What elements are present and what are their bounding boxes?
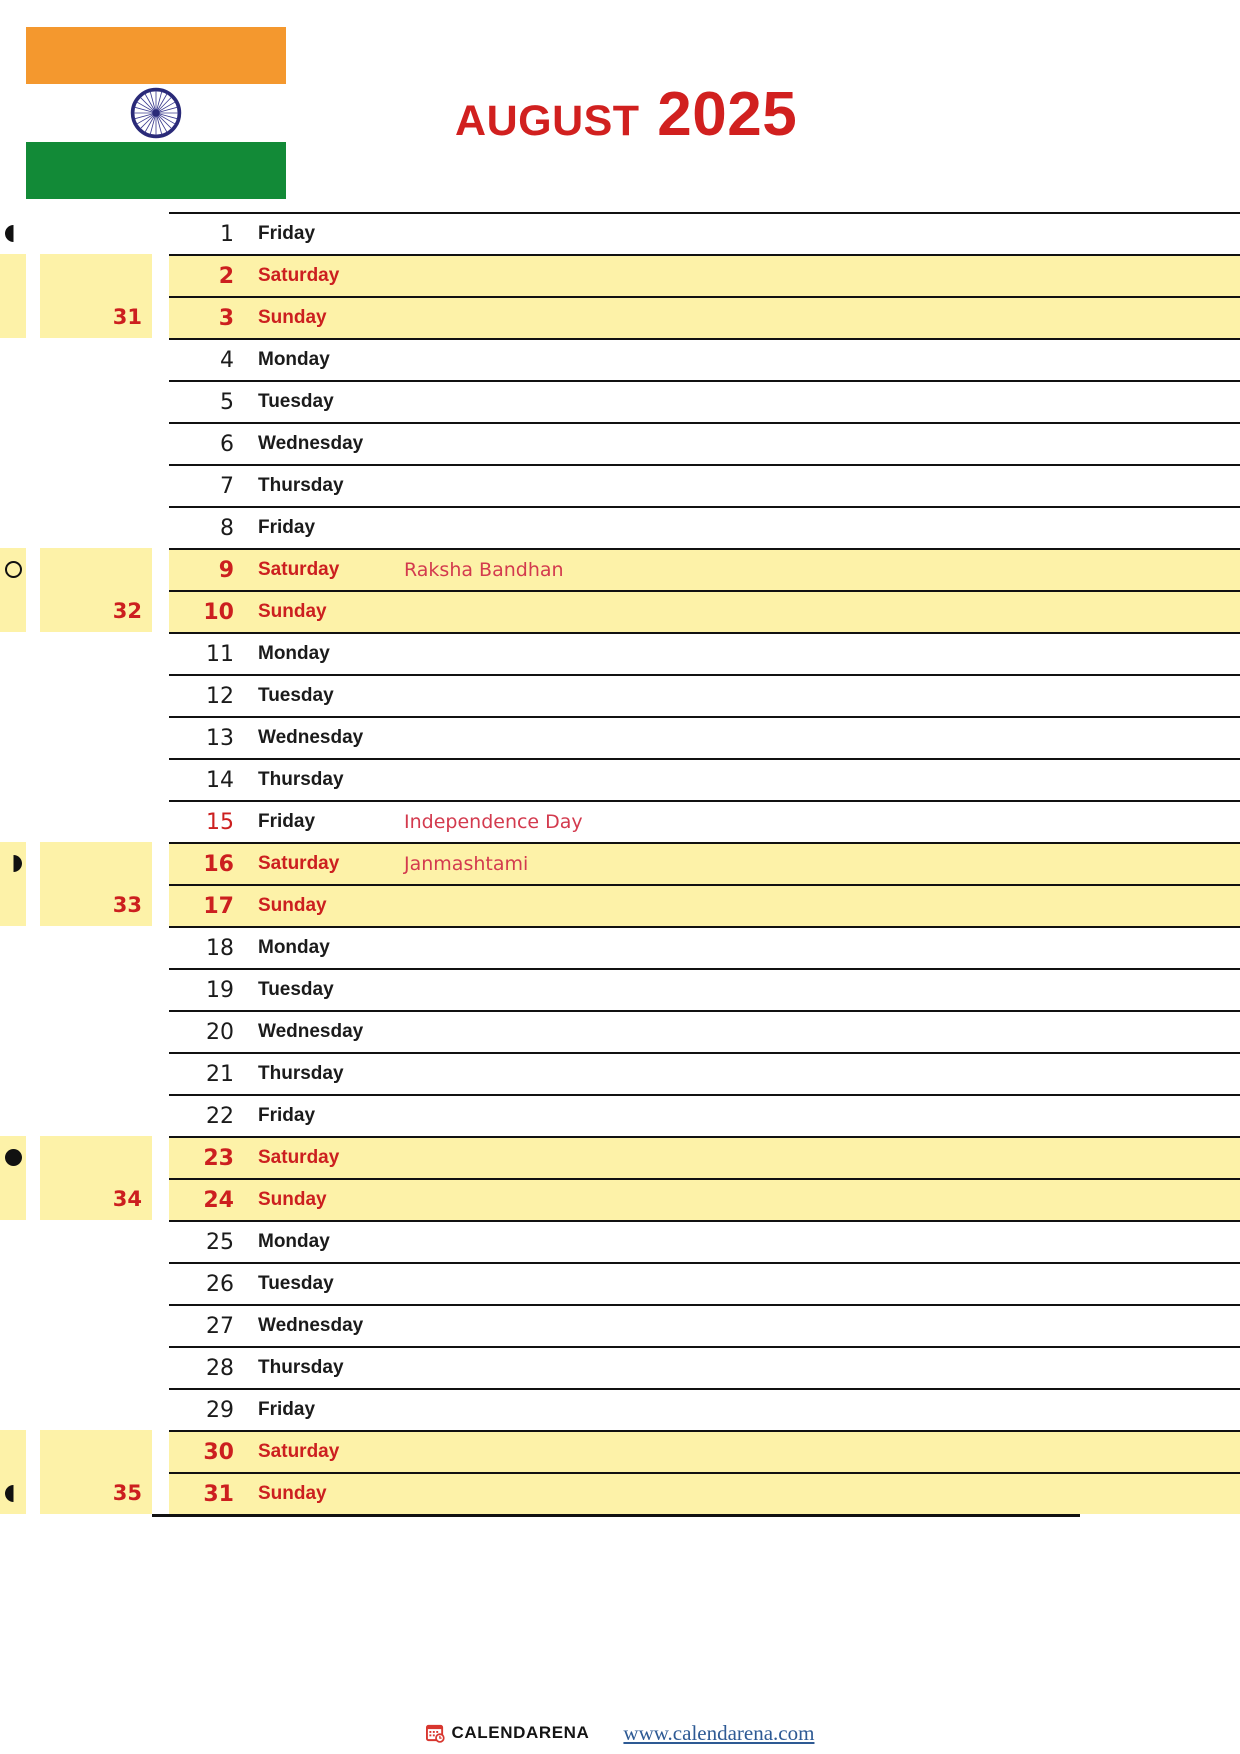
week-number — [40, 254, 152, 296]
event-label — [390, 1094, 1240, 1136]
calendar-table — [0, 212, 1240, 1514]
weekday-name: Thursday — [244, 464, 390, 506]
table-row — [0, 1346, 1240, 1388]
moon-phase-cell — [0, 800, 26, 842]
table-row — [0, 632, 1240, 674]
moon-phase-cell — [0, 632, 26, 674]
week-number — [40, 380, 152, 422]
column-gap — [152, 380, 169, 422]
table-row — [0, 1052, 1240, 1094]
new-moon-icon — [5, 561, 22, 578]
day-number: 14 — [169, 758, 244, 800]
moon-column-spacer — [26, 338, 40, 380]
day-number: 30 — [169, 1430, 244, 1472]
table-row — [0, 548, 1240, 590]
moon-column-spacer — [26, 506, 40, 548]
moon-phase-cell — [0, 842, 26, 884]
event-label: Janmashtami — [390, 842, 1240, 884]
table-row — [0, 1388, 1240, 1430]
week-number — [40, 338, 152, 380]
weekday-name: Friday — [244, 1388, 390, 1430]
table-row — [0, 1094, 1240, 1136]
day-number: 23 — [169, 1136, 244, 1178]
event-label: Raksha Bandhan — [390, 548, 1240, 590]
day-number: 5 — [169, 380, 244, 422]
table-row — [0, 758, 1240, 800]
week-number — [40, 842, 152, 884]
event-label — [390, 1136, 1240, 1178]
moon-phase-cell — [0, 1472, 26, 1514]
day-number: 1 — [169, 212, 244, 254]
day-number: 17 — [169, 884, 244, 926]
week-number: 34 — [40, 1178, 152, 1220]
event-label — [390, 422, 1240, 464]
column-gap — [152, 1178, 169, 1220]
week-number: 33 — [40, 884, 152, 926]
event-label — [390, 590, 1240, 632]
table-row — [0, 884, 1240, 926]
day-number: 25 — [169, 1220, 244, 1262]
column-gap — [152, 506, 169, 548]
day-number: 12 — [169, 674, 244, 716]
day-number: 3 — [169, 296, 244, 338]
event-label — [390, 380, 1240, 422]
moon-column-spacer — [26, 1052, 40, 1094]
day-number: 18 — [169, 926, 244, 968]
event-label — [390, 1010, 1240, 1052]
event-label — [390, 926, 1240, 968]
table-row — [0, 1136, 1240, 1178]
page-footer — [0, 1712, 1240, 1754]
weekday-name: Tuesday — [244, 674, 390, 716]
moon-column-spacer — [26, 464, 40, 506]
event-label — [390, 338, 1240, 380]
event-label — [390, 968, 1240, 1010]
moon-column-spacer — [26, 842, 40, 884]
week-number — [40, 968, 152, 1010]
moon-column-spacer — [26, 590, 40, 632]
weekday-name: Friday — [244, 506, 390, 548]
week-number — [40, 1052, 152, 1094]
column-gap — [152, 464, 169, 506]
day-number: 10 — [169, 590, 244, 632]
day-number: 21 — [169, 1052, 244, 1094]
moon-phase-cell — [0, 1220, 26, 1262]
moon-column-spacer — [26, 1304, 40, 1346]
column-gap — [152, 548, 169, 590]
moon-column-spacer — [26, 884, 40, 926]
moon-phase-cell — [0, 1430, 26, 1472]
table-row — [0, 1178, 1240, 1220]
moon-phase-cell — [0, 1346, 26, 1388]
event-label — [390, 1220, 1240, 1262]
table-row — [0, 1472, 1240, 1514]
table-row — [0, 464, 1240, 506]
moon-column-spacer — [26, 1472, 40, 1514]
table-row — [0, 296, 1240, 338]
weekday-name: Saturday — [244, 1136, 390, 1178]
table-row — [0, 800, 1240, 842]
page-header — [0, 0, 1240, 212]
moon-column-spacer — [26, 800, 40, 842]
day-number: 22 — [169, 1094, 244, 1136]
week-number — [40, 1010, 152, 1052]
day-number: 29 — [169, 1388, 244, 1430]
week-number — [40, 1262, 152, 1304]
column-gap — [152, 1472, 169, 1514]
week-number: 32 — [40, 590, 152, 632]
column-gap — [152, 254, 169, 296]
event-label — [390, 212, 1240, 254]
moon-phase-cell — [0, 1304, 26, 1346]
table-row — [0, 590, 1240, 632]
moon-phase-cell — [0, 338, 26, 380]
week-number — [40, 1346, 152, 1388]
weekday-name: Wednesday — [244, 422, 390, 464]
column-gap — [152, 338, 169, 380]
column-gap — [152, 1304, 169, 1346]
moon-column-spacer — [26, 1346, 40, 1388]
moon-phase-cell — [0, 1178, 26, 1220]
column-gap — [152, 1010, 169, 1052]
moon-column-spacer — [26, 632, 40, 674]
day-number: 19 — [169, 968, 244, 1010]
day-number: 9 — [169, 548, 244, 590]
table-row — [0, 380, 1240, 422]
day-number: 7 — [169, 464, 244, 506]
moon-phase-cell — [0, 1052, 26, 1094]
flag-saffron-band — [26, 27, 286, 84]
table-row — [0, 1304, 1240, 1346]
event-label — [390, 1388, 1240, 1430]
column-gap — [152, 1346, 169, 1388]
event-label — [390, 296, 1240, 338]
column-gap — [152, 758, 169, 800]
first-quarter-moon-icon — [5, 1485, 22, 1502]
weekday-name: Wednesday — [244, 716, 390, 758]
weekday-name: Thursday — [244, 758, 390, 800]
event-label — [390, 506, 1240, 548]
full-moon-icon — [5, 1149, 22, 1166]
moon-column-spacer — [26, 674, 40, 716]
moon-phase-cell — [0, 1010, 26, 1052]
calendar-icon — [426, 1723, 445, 1743]
event-label — [390, 1304, 1240, 1346]
weekday-name: Thursday — [244, 1052, 390, 1094]
table-row — [0, 1220, 1240, 1262]
moon-phase-cell — [0, 212, 26, 254]
moon-phase-cell — [0, 1262, 26, 1304]
column-gap — [152, 1262, 169, 1304]
week-number — [40, 464, 152, 506]
column-gap — [152, 800, 169, 842]
last-quarter-moon-icon — [5, 855, 22, 872]
week-number: 31 — [40, 296, 152, 338]
moon-phase-cell — [0, 758, 26, 800]
column-gap — [152, 926, 169, 968]
moon-phase-cell — [0, 968, 26, 1010]
moon-column-spacer — [26, 1388, 40, 1430]
event-label — [390, 674, 1240, 716]
week-number — [40, 758, 152, 800]
table-bottom-rule — [152, 1514, 1080, 1517]
table-row — [0, 1430, 1240, 1472]
week-number: 35 — [40, 1472, 152, 1514]
event-label — [390, 632, 1240, 674]
week-number — [40, 212, 152, 254]
moon-column-spacer — [26, 1094, 40, 1136]
weekday-name: Saturday — [244, 842, 390, 884]
week-number — [40, 1430, 152, 1472]
moon-column-spacer — [26, 1430, 40, 1472]
weekday-name: Wednesday — [244, 1304, 390, 1346]
column-gap — [152, 1094, 169, 1136]
column-gap — [152, 212, 169, 254]
weekday-name: Thursday — [244, 1346, 390, 1388]
moon-column-spacer — [26, 422, 40, 464]
day-number: 11 — [169, 632, 244, 674]
moon-phase-cell — [0, 590, 26, 632]
moon-phase-cell — [0, 296, 26, 338]
week-number — [40, 632, 152, 674]
moon-phase-cell — [0, 464, 26, 506]
day-number: 28 — [169, 1346, 244, 1388]
india-flag — [26, 27, 286, 199]
weekday-name: Monday — [244, 926, 390, 968]
weekday-name: Tuesday — [244, 968, 390, 1010]
moon-column-spacer — [26, 968, 40, 1010]
column-gap — [152, 296, 169, 338]
column-gap — [152, 1388, 169, 1430]
event-label — [390, 1262, 1240, 1304]
day-number: 8 — [169, 506, 244, 548]
day-number: 4 — [169, 338, 244, 380]
day-number: 6 — [169, 422, 244, 464]
table-row — [0, 1262, 1240, 1304]
event-label — [390, 1430, 1240, 1472]
week-number — [40, 506, 152, 548]
column-gap — [152, 422, 169, 464]
weekday-name: Tuesday — [244, 380, 390, 422]
week-number — [40, 422, 152, 464]
table-row — [0, 1010, 1240, 1052]
first-quarter-moon-icon — [5, 225, 22, 242]
table-row — [0, 716, 1240, 758]
moon-phase-cell — [0, 716, 26, 758]
event-label: Independence Day — [390, 800, 1240, 842]
weekday-name: Saturday — [244, 1430, 390, 1472]
moon-phase-cell — [0, 1388, 26, 1430]
weekday-name: Friday — [244, 800, 390, 842]
table-row — [0, 926, 1240, 968]
moon-phase-cell — [0, 674, 26, 716]
week-number — [40, 1304, 152, 1346]
table-row — [0, 422, 1240, 464]
column-gap — [152, 1220, 169, 1262]
weekday-name: Saturday — [244, 548, 390, 590]
moon-phase-cell — [0, 1136, 26, 1178]
weekday-name: Saturday — [244, 254, 390, 296]
table-row — [0, 338, 1240, 380]
column-gap — [152, 1136, 169, 1178]
day-number: 13 — [169, 716, 244, 758]
moon-phase-cell — [0, 1094, 26, 1136]
event-label — [390, 1178, 1240, 1220]
table-row — [0, 674, 1240, 716]
week-number — [40, 926, 152, 968]
day-number: 31 — [169, 1472, 244, 1514]
week-number — [40, 674, 152, 716]
day-number: 24 — [169, 1178, 244, 1220]
ashoka-chakra-icon — [130, 87, 182, 139]
table-row — [0, 212, 1240, 254]
event-label — [390, 758, 1240, 800]
table-row — [0, 968, 1240, 1010]
day-number: 15 — [169, 800, 244, 842]
column-gap — [152, 1052, 169, 1094]
event-label — [390, 254, 1240, 296]
moon-column-spacer — [26, 1178, 40, 1220]
table-row — [0, 506, 1240, 548]
moon-column-spacer — [26, 1262, 40, 1304]
page-title: august 2025 — [455, 80, 798, 149]
moon-column-spacer — [26, 758, 40, 800]
column-gap — [152, 632, 169, 674]
weekday-name: Monday — [244, 338, 390, 380]
day-number: 16 — [169, 842, 244, 884]
brand — [426, 1723, 590, 1743]
moon-phase-cell — [0, 506, 26, 548]
weekday-name: Tuesday — [244, 1262, 390, 1304]
flag-green-band — [26, 142, 286, 199]
weekday-name: Sunday — [244, 1472, 390, 1514]
weekday-name: Sunday — [244, 884, 390, 926]
event-label — [390, 884, 1240, 926]
moon-column-spacer — [26, 1010, 40, 1052]
moon-phase-cell — [0, 380, 26, 422]
column-gap — [152, 968, 169, 1010]
week-number — [40, 1094, 152, 1136]
column-gap — [152, 590, 169, 632]
day-number: 20 — [169, 1010, 244, 1052]
table-row — [0, 254, 1240, 296]
moon-column-spacer — [26, 254, 40, 296]
moon-column-spacer — [26, 212, 40, 254]
moon-column-spacer — [26, 380, 40, 422]
moon-phase-cell — [0, 422, 26, 464]
moon-column-spacer — [26, 296, 40, 338]
table-row — [0, 842, 1240, 884]
weekday-name: Sunday — [244, 590, 390, 632]
moon-phase-cell — [0, 548, 26, 590]
event-label — [390, 716, 1240, 758]
week-number — [40, 1136, 152, 1178]
weekday-name: Sunday — [244, 1178, 390, 1220]
event-label — [390, 464, 1240, 506]
weekday-name: Sunday — [244, 296, 390, 338]
moon-column-spacer — [26, 548, 40, 590]
column-gap — [152, 1430, 169, 1472]
column-gap — [152, 884, 169, 926]
moon-column-spacer — [26, 926, 40, 968]
day-number: 26 — [169, 1262, 244, 1304]
weekday-name: Wednesday — [244, 1010, 390, 1052]
day-number: 27 — [169, 1304, 244, 1346]
moon-phase-cell — [0, 926, 26, 968]
week-number — [40, 1220, 152, 1262]
event-label — [390, 1346, 1240, 1388]
event-label — [390, 1052, 1240, 1094]
brand-name: CALENDARENA — [451, 1723, 590, 1742]
week-number — [40, 1388, 152, 1430]
flag-white-band — [26, 84, 286, 141]
weekday-name: Monday — [244, 632, 390, 674]
moon-phase-cell — [0, 254, 26, 296]
week-number — [40, 716, 152, 758]
moon-column-spacer — [26, 716, 40, 758]
week-number — [40, 800, 152, 842]
event-label — [390, 1472, 1240, 1514]
moon-phase-cell — [0, 884, 26, 926]
day-number: 2 — [169, 254, 244, 296]
moon-column-spacer — [26, 1220, 40, 1262]
column-gap — [152, 674, 169, 716]
weekday-name: Friday — [244, 212, 390, 254]
weekday-name: Friday — [244, 1094, 390, 1136]
weekday-name: Monday — [244, 1220, 390, 1262]
week-number — [40, 548, 152, 590]
site-url-link[interactable]: www.calendarena.com — [623, 1720, 815, 1745]
moon-column-spacer — [26, 1136, 40, 1178]
column-gap — [152, 716, 169, 758]
column-gap — [152, 842, 169, 884]
